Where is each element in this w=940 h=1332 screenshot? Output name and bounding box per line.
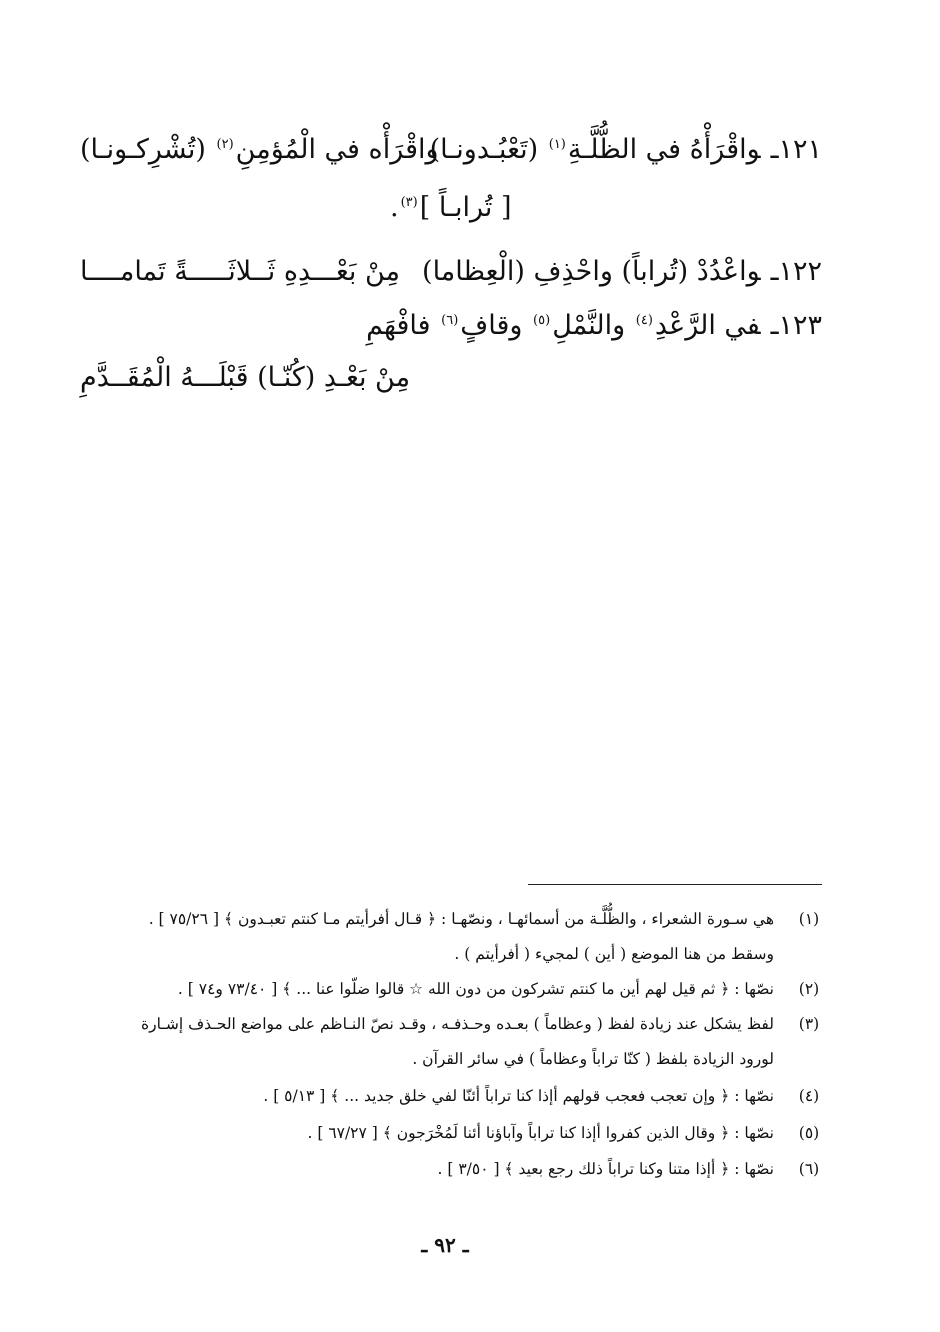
verse-text: [ تُرابـاً ] (419, 192, 512, 223)
page-number: ـ ٩٢ ـ (421, 1233, 469, 1257)
verse-text: والنَّمْلِ (552, 310, 626, 341)
verse-text: (تُشْرِكـونـا) (80, 134, 206, 165)
verse-text: مِنْ بَعْـــدِهِ ثَــلاثَـــــةً تَمامــــا (80, 256, 401, 287)
verse-text: وقافٍ (460, 310, 523, 341)
footnote-line: نصّها : ﴿ ثم قيل لهم أين ما كنتم تشركون من دون الله ☆ قالوا ضلّوا عنا ... ﴾ [ ٧٣/٤٠ و٧٤ ] . (177, 980, 774, 998)
verse-122-left-hemistich (80, 252, 400, 292)
verse-text: (تَعْبُـدونـا) (429, 134, 539, 165)
verse-number: ١٢١ـ (770, 134, 822, 165)
footnote-line: لورود الزيادة بلفظ ( كنّا تراباً وعظاماً ) في سائر القرآن . (412, 1050, 774, 1068)
verse-number: ١٢٣ـ (770, 310, 822, 341)
footnote-marker: (١) (548, 137, 566, 152)
footnote-number: (٦) (798, 1160, 820, 1178)
verse-122-right-hemistich (422, 252, 822, 292)
footnote-line: نصّها : ﴿ وقال الذين كفروا أإذا كنا تراباً وآباؤنا أئنا لَمُخْرَجون ﴾ [ ٦٧/٢٧ ] . (307, 1124, 774, 1142)
footnote-line: نصّها : ﴿ وإن تعجب فعجب قولهم أإذا كنا تراباً أئنّا لفي خلق جديد ... ﴾ [ ٥/١٣ ] . (263, 1087, 774, 1105)
verse-text: واعْدُدْ (تُراباً) واحْذِفِ (الْعِظاما) (422, 256, 761, 287)
footnote-marker: (٢) (216, 137, 234, 152)
verse-text: واقْرَأْه في الْمُؤمِنِ (235, 134, 439, 165)
verse-123-left-hemistich (80, 358, 410, 398)
verse-text: واقْرَأْهُ في الظُّلَّـةِ (567, 134, 761, 165)
footnote-number: (٣) (798, 1015, 820, 1033)
verse-123-right-hemistich (366, 306, 822, 346)
footnote-number: (١) (798, 910, 820, 928)
footnote-marker: (٣) (400, 195, 418, 210)
verse-121-right-hemistich (430, 130, 822, 170)
footnote-separator (528, 884, 822, 885)
footnote-line: لفظ يشكل عند زيادة لفظ ( وعظاماً ) بعـده وحـذفـه ، وقـد نصّ النـاظم على مواضع الحـذف إشـارة (140, 1015, 774, 1033)
verse-text: في الرَّعْدِ (654, 310, 761, 341)
footnote-number: (٢) (798, 980, 820, 998)
footnote-line: نصّها : ﴿ أإذا متنا وكنا تراباً ذلك رجع بعيد ﴾ [ ٣/٥٠ ] . (437, 1160, 774, 1178)
footnote-line: هي سـورة الشعراء ، والظُّلَّـة من أسمائهـا ، ونصّهـا : ﴿ قـال أفرأيتم مـا كنتم تعبـدون ﴾ [ ٧٥/٢٦ ] . (148, 910, 774, 928)
footnote-number: (٥) (798, 1124, 820, 1142)
verse-121-left-hemistich (80, 130, 439, 170)
footnote-line: وسقط من هنا الموضع ( أين ) لمجيء ( أفرأيتم ) . (454, 945, 774, 963)
verse-number: ١٢٢ـ (770, 256, 822, 287)
verse-text: مِنْ بَعْـدِ (كُنّـا) قَبْلَـــهُ الْمُقَــدَّمِ (80, 362, 411, 393)
footnote-marker: (٤) (635, 313, 653, 328)
footnote-marker: (٦) (441, 313, 459, 328)
verse-121-continuation: [ تُرابـاً ]$^{(٣)}$. (390, 192, 512, 223)
footnote-marker: (٥) (533, 313, 551, 328)
footnote-number: (٤) (798, 1087, 820, 1105)
verse-text: فافْهَمِ (366, 310, 431, 341)
